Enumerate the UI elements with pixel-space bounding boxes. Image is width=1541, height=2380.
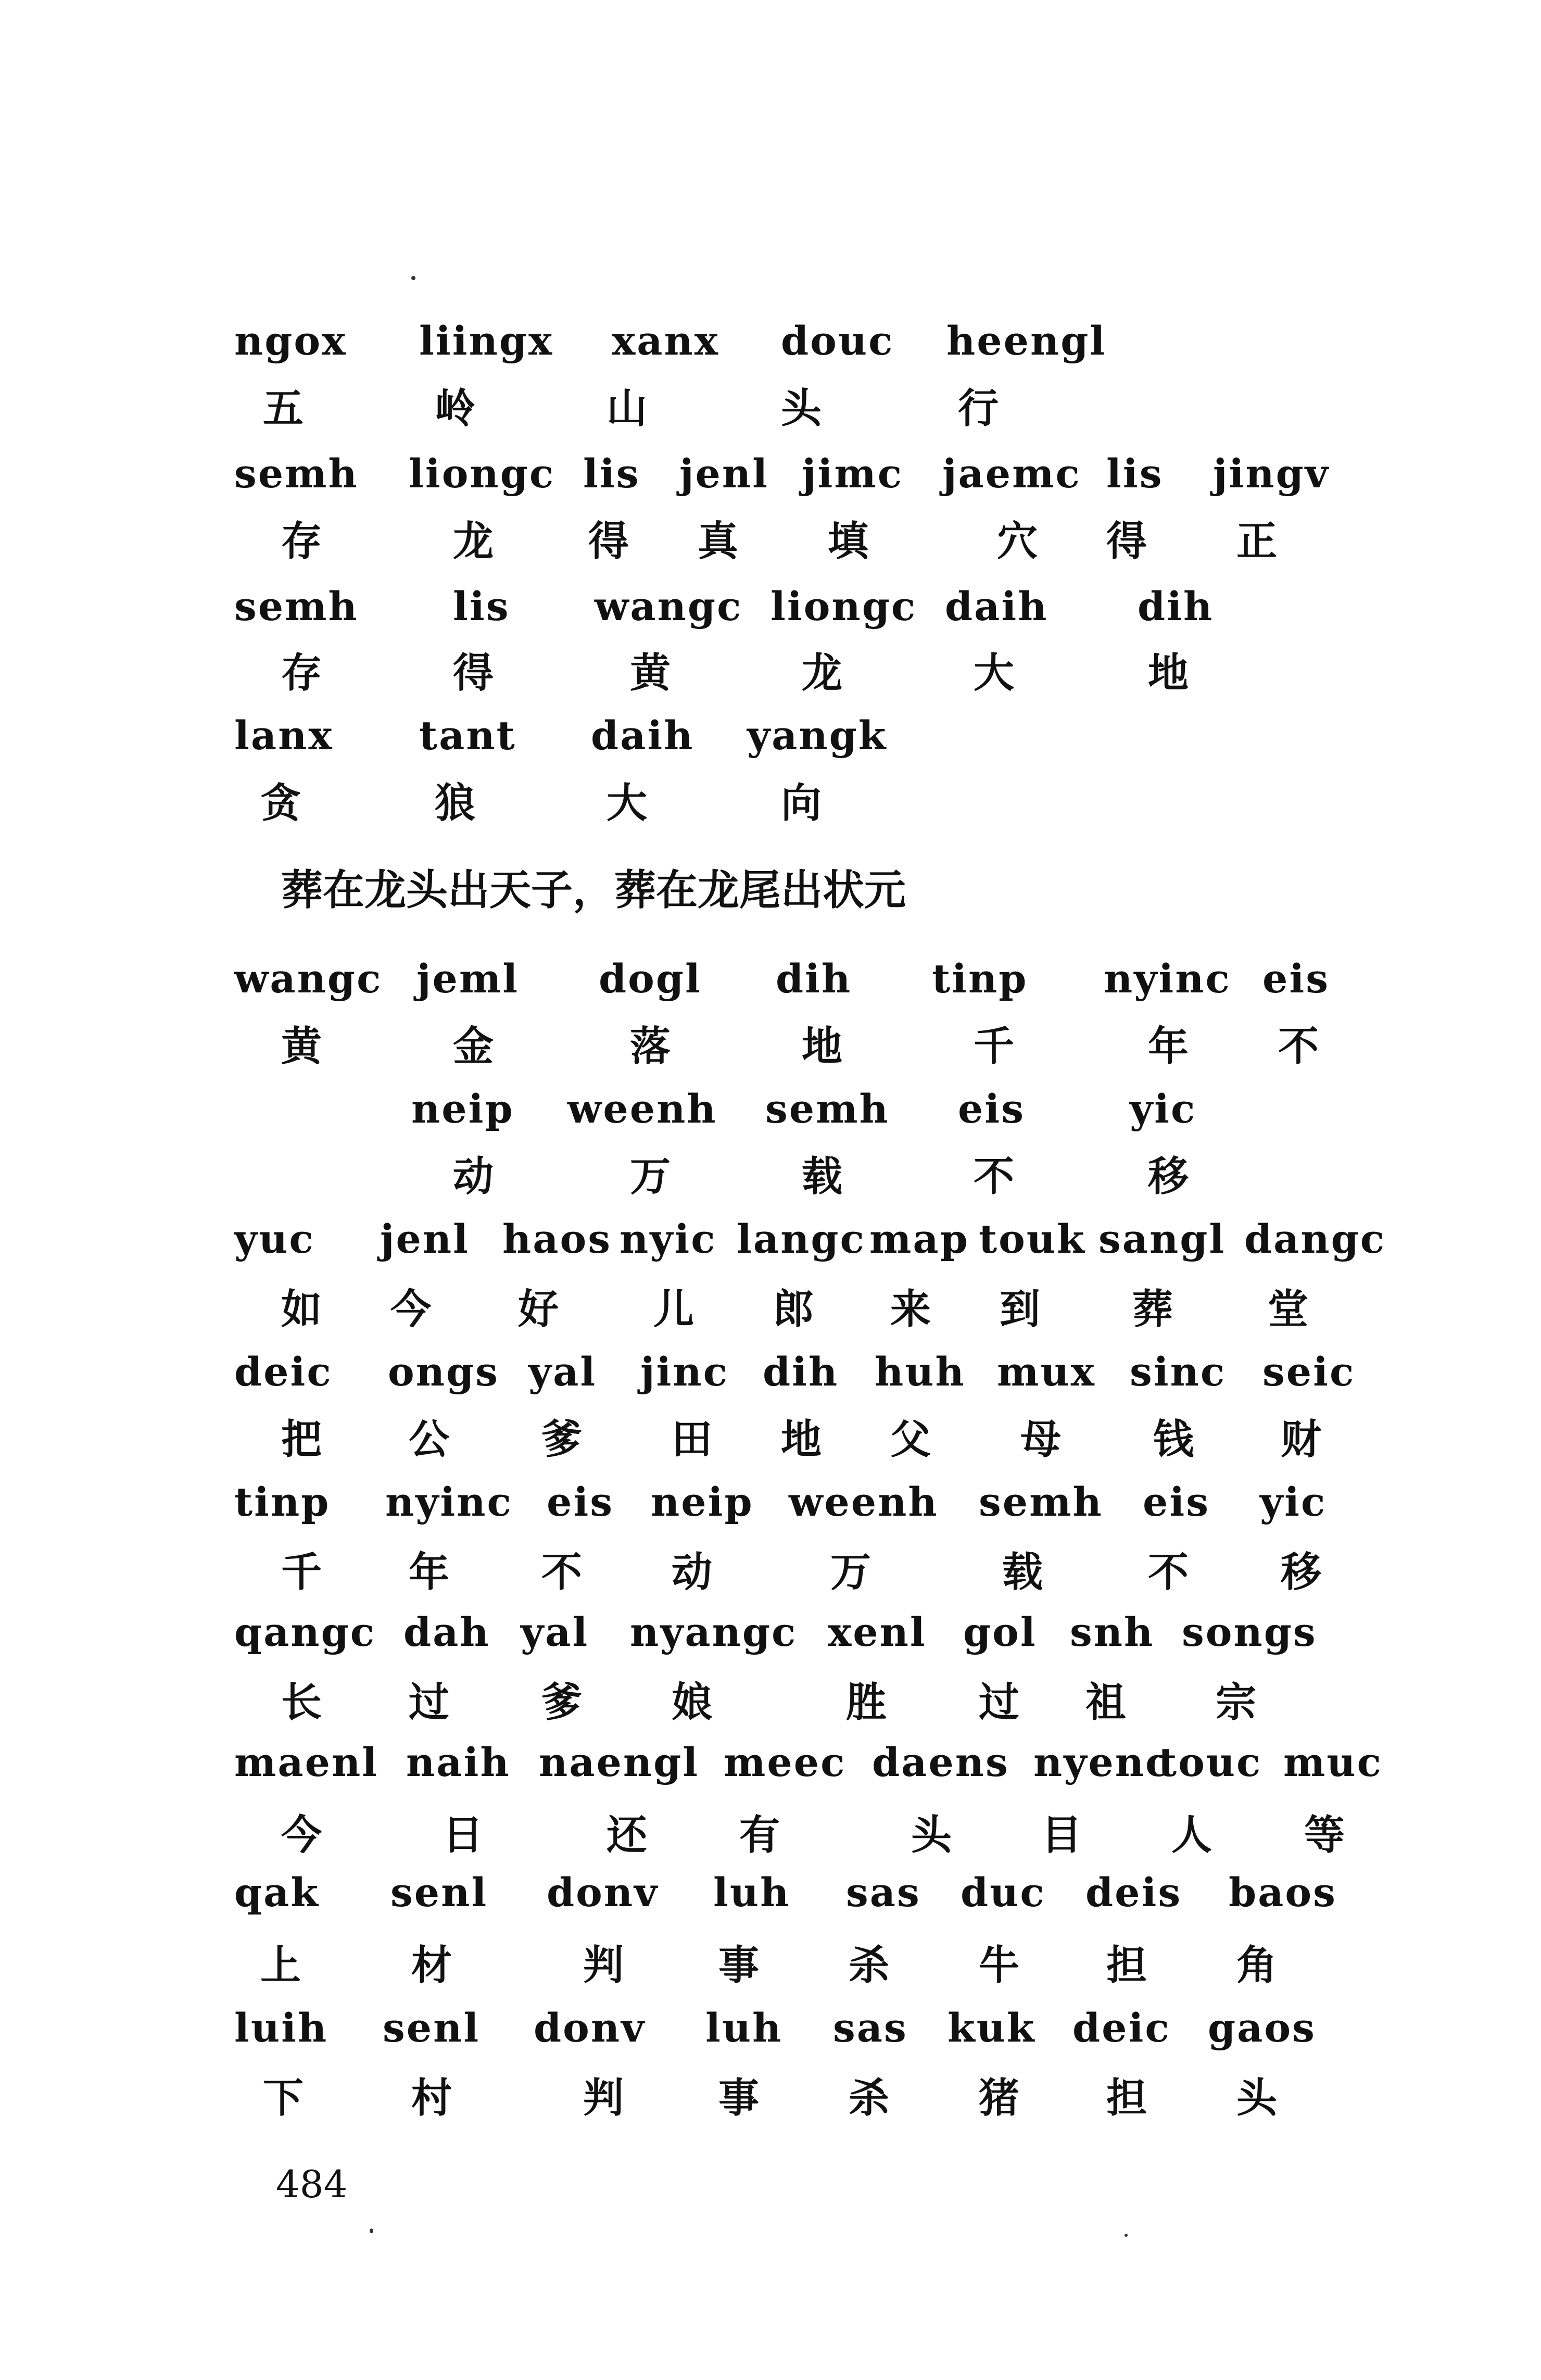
romanized-word: lis xyxy=(1106,450,1164,497)
romanized-word: deis xyxy=(1085,1869,1182,1916)
romanized-word: xenl xyxy=(828,1609,927,1655)
romanized-word: sas xyxy=(846,1869,921,1916)
romanized-word: nyinc xyxy=(1104,955,1231,1002)
romanized-word: sangl xyxy=(1098,1216,1226,1262)
chinese-character: 行 xyxy=(958,385,999,432)
chinese-character: 过 xyxy=(979,1679,1020,1726)
chinese-character: 事 xyxy=(718,2075,760,2122)
section-heading: 葬在龙头出天子，葬在龙尾出状元 xyxy=(281,866,906,914)
romanized-word: donv xyxy=(547,1869,659,1916)
chinese-character: 人 xyxy=(1171,1812,1212,1859)
chinese-character: 不 xyxy=(974,1153,1015,1200)
chinese-character: 父 xyxy=(890,1416,931,1463)
chinese-character: 来 xyxy=(890,1286,931,1333)
chinese-character: 杀 xyxy=(849,1942,890,1989)
chinese-character: 目 xyxy=(1041,1812,1082,1859)
romanized-word: dogl xyxy=(599,955,702,1002)
chinese-character: 娘 xyxy=(672,1679,713,1726)
chinese-character: 担 xyxy=(1106,2075,1147,2122)
romanized-word: nyangc xyxy=(630,1609,798,1655)
chinese-character: 财 xyxy=(1281,1416,1322,1463)
romanized-word: huh xyxy=(875,1349,966,1395)
chinese-character: 今 xyxy=(281,1812,322,1859)
chinese-line xyxy=(0,1143,1541,1211)
romanized-word: lis xyxy=(453,583,510,629)
romanized-word: daih xyxy=(945,583,1049,629)
romanized-word: yic xyxy=(1260,1479,1327,1525)
romanized-word: touk xyxy=(979,1216,1086,1262)
chinese-character: 存 xyxy=(281,650,322,697)
chinese-character: 牛 xyxy=(979,1942,1020,1989)
chinese-line xyxy=(0,508,1541,575)
chinese-character: 杀 xyxy=(849,2075,890,2122)
romanized-word: eis xyxy=(1262,955,1330,1002)
chinese-character: 头 xyxy=(911,1812,952,1859)
chinese-character: 头 xyxy=(781,385,822,432)
chinese-character: 动 xyxy=(672,1549,713,1596)
chinese-character: 万 xyxy=(630,1153,671,1200)
romanized-word: tant xyxy=(419,712,516,759)
chinese-character: 填 xyxy=(828,518,869,565)
romanized-word: yangk xyxy=(747,712,888,759)
chinese-character: 好 xyxy=(518,1286,559,1333)
chinese-character: 移 xyxy=(1148,1153,1189,1200)
chinese-character: 地 xyxy=(1148,650,1189,697)
romanized-word: ngox xyxy=(234,318,347,364)
chinese-character: 金 xyxy=(453,1023,494,1070)
chinese-character: 狼 xyxy=(435,780,476,827)
chinese-character: 不 xyxy=(541,1549,583,1596)
chinese-character: 载 xyxy=(1002,1549,1043,1596)
chinese-line xyxy=(0,1276,1541,1343)
romanized-word: touc xyxy=(1158,1739,1262,1785)
romanized-word: seic xyxy=(1262,1349,1356,1395)
romanized-line xyxy=(0,1338,1541,1406)
romanized-word: eis xyxy=(1143,1479,1210,1525)
romanized-line xyxy=(0,945,1541,1013)
romanized-word: yic xyxy=(1130,1086,1197,1132)
romanized-word: jaemc xyxy=(942,450,1081,497)
chinese-character: 地 xyxy=(802,1023,843,1070)
chinese-character: 堂 xyxy=(1268,1286,1309,1333)
chinese-character: 钱 xyxy=(1153,1416,1194,1463)
chinese-character: 等 xyxy=(1304,1812,1345,1859)
romanized-word: qak xyxy=(234,1869,320,1916)
chinese-character: 还 xyxy=(607,1812,648,1859)
chinese-character: 把 xyxy=(281,1416,322,1463)
romanized-word: dangc xyxy=(1244,1216,1386,1262)
chinese-character: 角 xyxy=(1236,1942,1278,1989)
romanized-word: jenl xyxy=(679,450,769,497)
chinese-character: 判 xyxy=(583,1942,624,1989)
chinese-character: 田 xyxy=(672,1416,713,1463)
print-speck xyxy=(411,276,415,280)
chinese-character: 猪 xyxy=(979,2075,1020,2122)
chinese-character: 地 xyxy=(781,1416,822,1463)
romanized-line xyxy=(0,702,1541,770)
romanized-word: semh xyxy=(234,583,359,629)
chinese-character: 过 xyxy=(409,1679,450,1726)
romanized-line xyxy=(0,1994,1541,2062)
chinese-character: 龙 xyxy=(453,518,494,565)
romanized-word: daens xyxy=(872,1739,1009,1785)
chinese-character: 动 xyxy=(453,1153,494,1200)
chinese-character: 长 xyxy=(281,1679,322,1726)
romanized-word: lanx xyxy=(234,712,334,759)
chinese-character: 上 xyxy=(260,1942,301,1989)
chinese-character: 判 xyxy=(583,2075,624,2122)
chinese-character: 母 xyxy=(1020,1416,1062,1463)
chinese-character: 五 xyxy=(263,385,304,432)
romanized-word: sas xyxy=(833,2005,908,2051)
chinese-character: 贪 xyxy=(260,780,301,827)
chinese-character: 千 xyxy=(974,1023,1015,1070)
romanized-line xyxy=(0,1075,1541,1143)
romanized-word: deic xyxy=(1072,2005,1171,2051)
chinese-character: 祖 xyxy=(1085,1679,1127,1726)
chinese-character: 万 xyxy=(830,1549,871,1596)
chinese-character: 存 xyxy=(281,518,322,565)
romanized-line xyxy=(0,1205,1541,1273)
romanized-word: jimc xyxy=(802,450,904,497)
romanized-word: semh xyxy=(979,1479,1103,1525)
romanized-word: tinp xyxy=(234,1479,331,1525)
romanized-word: luh xyxy=(705,2005,783,2051)
romanized-line xyxy=(0,573,1541,640)
chinese-line xyxy=(0,1013,1541,1080)
page-number: 484 xyxy=(276,2162,348,2206)
romanized-word: nyinc xyxy=(385,1479,513,1525)
romanized-word: dih xyxy=(776,955,852,1002)
chinese-character: 移 xyxy=(1281,1549,1322,1596)
chinese-character: 村 xyxy=(411,2075,452,2122)
chinese-character: 黄 xyxy=(281,1023,322,1070)
romanized-word: haos xyxy=(502,1216,612,1262)
chinese-character: 不 xyxy=(1148,1549,1189,1596)
romanized-word: neip xyxy=(651,1479,754,1525)
romanized-word: liingx xyxy=(419,318,554,364)
romanized-line xyxy=(0,1859,1541,1926)
chinese-character: 载 xyxy=(802,1153,843,1200)
romanized-word: dah xyxy=(403,1609,490,1655)
chinese-character: 年 xyxy=(409,1549,450,1596)
chinese-line xyxy=(0,2064,1541,2132)
chinese-character: 得 xyxy=(588,518,629,565)
chinese-character: 胜 xyxy=(846,1679,887,1726)
chinese-line xyxy=(0,1539,1541,1606)
chinese-line xyxy=(0,770,1541,837)
romanized-line xyxy=(0,307,1541,375)
romanized-word: senl xyxy=(390,1869,488,1916)
romanized-word: maenl xyxy=(234,1739,379,1785)
romanized-word: donv xyxy=(534,2005,646,2051)
chinese-character: 有 xyxy=(739,1812,780,1859)
romanized-word: langc xyxy=(737,1216,866,1262)
romanized-word: wangc xyxy=(595,583,743,629)
romanized-word: weenh xyxy=(567,1086,717,1132)
print-speck xyxy=(370,2228,373,2233)
romanized-word: dih xyxy=(763,1349,839,1395)
romanized-word: jinc xyxy=(640,1349,729,1395)
romanized-word: heengl xyxy=(946,318,1107,364)
romanized-word: sinc xyxy=(1130,1349,1227,1395)
chinese-character: 下 xyxy=(263,2075,304,2122)
romanized-word: tinp xyxy=(932,955,1028,1002)
chinese-character: 今 xyxy=(390,1286,432,1333)
chinese-character: 事 xyxy=(718,1942,760,1989)
romanized-word: baos xyxy=(1229,1869,1337,1916)
romanized-word: yal xyxy=(528,1349,597,1395)
chinese-line xyxy=(0,1406,1541,1474)
romanized-word: dih xyxy=(1138,583,1214,629)
chinese-character: 黄 xyxy=(630,650,671,697)
romanized-word: eis xyxy=(547,1479,614,1525)
chinese-character: 千 xyxy=(281,1549,322,1596)
chinese-line xyxy=(0,1669,1541,1736)
chinese-character: 葬 xyxy=(1132,1286,1173,1333)
print-speck xyxy=(1125,2234,1128,2237)
romanized-word: douc xyxy=(781,318,894,364)
romanized-word: semh xyxy=(234,450,359,497)
chinese-character: 穴 xyxy=(997,518,1038,565)
chinese-character: 得 xyxy=(453,650,494,697)
chinese-character: 山 xyxy=(607,385,648,432)
romanized-word: eis xyxy=(958,1086,1026,1132)
chinese-character: 年 xyxy=(1148,1023,1189,1070)
chinese-character: 到 xyxy=(1000,1286,1041,1333)
romanized-word: yuc xyxy=(234,1216,315,1262)
romanized-word: daih xyxy=(591,712,694,759)
chinese-character: 大 xyxy=(974,650,1015,697)
chinese-character: 真 xyxy=(698,518,739,565)
romanized-word: gaos xyxy=(1208,2005,1316,2051)
romanized-word: naih xyxy=(406,1739,511,1785)
romanized-word: snh xyxy=(1070,1609,1155,1655)
romanized-line xyxy=(0,1729,1541,1796)
chinese-character: 儿 xyxy=(653,1286,694,1333)
chinese-character: 材 xyxy=(411,1942,452,1989)
romanized-word: liongc xyxy=(770,583,917,629)
romanized-word: weenh xyxy=(789,1479,939,1525)
chinese-character: 大 xyxy=(607,780,648,827)
chinese-character: 落 xyxy=(630,1023,671,1070)
chinese-character: 头 xyxy=(1236,2075,1278,2122)
chinese-character: 向 xyxy=(781,780,822,827)
romanized-word: neip xyxy=(411,1086,514,1132)
romanized-word: naengl xyxy=(539,1739,700,1785)
romanized-word: jeml xyxy=(416,955,520,1002)
romanized-word: luh xyxy=(713,1869,791,1916)
chinese-character: 宗 xyxy=(1216,1679,1257,1726)
romanized-word: xanx xyxy=(612,318,720,364)
chinese-line xyxy=(0,1932,1541,1999)
romanized-word: songs xyxy=(1182,1609,1317,1655)
romanized-word: senl xyxy=(383,2005,481,2051)
chinese-character: 日 xyxy=(443,1812,484,1859)
romanized-word: gol xyxy=(963,1609,1037,1655)
romanized-line xyxy=(0,1468,1541,1536)
romanized-word: liongc xyxy=(409,450,555,497)
chinese-character: 爹 xyxy=(541,1416,583,1463)
romanized-word: map xyxy=(869,1216,969,1262)
chinese-character: 如 xyxy=(281,1286,322,1333)
romanized-line xyxy=(0,440,1541,508)
romanized-word: nyic xyxy=(620,1216,717,1262)
romanized-word: ongs xyxy=(388,1349,499,1395)
romanized-line xyxy=(0,1598,1541,1666)
romanized-word: qangc xyxy=(234,1609,376,1655)
romanized-word: jenl xyxy=(380,1216,470,1262)
chinese-character: 担 xyxy=(1106,1942,1147,1989)
romanized-word: wangc xyxy=(234,955,383,1002)
chinese-character: 不 xyxy=(1278,1023,1319,1070)
romanized-word: kuk xyxy=(948,2005,1036,2051)
chinese-character: 爹 xyxy=(541,1679,583,1726)
chinese-character: 岭 xyxy=(435,385,476,432)
chinese-character: 公 xyxy=(409,1416,450,1463)
romanized-word: meec xyxy=(724,1739,847,1785)
romanized-word: lis xyxy=(583,450,640,497)
romanized-word: deic xyxy=(234,1349,333,1395)
chinese-line xyxy=(0,639,1541,707)
chinese-character: 正 xyxy=(1236,518,1278,565)
romanized-word: mux xyxy=(997,1349,1096,1395)
romanized-word: semh xyxy=(765,1086,890,1132)
romanized-word: yal xyxy=(521,1609,589,1655)
chinese-character: 龙 xyxy=(802,650,843,697)
romanized-word: duc xyxy=(961,1869,1046,1916)
chinese-line xyxy=(0,375,1541,443)
chinese-character: 得 xyxy=(1106,518,1147,565)
romanized-word: nyenc xyxy=(1033,1739,1171,1785)
romanized-word: luih xyxy=(234,2005,329,2051)
chinese-character: 郎 xyxy=(773,1286,814,1333)
romanized-word: muc xyxy=(1283,1739,1383,1785)
romanized-word: jingv xyxy=(1213,450,1330,497)
